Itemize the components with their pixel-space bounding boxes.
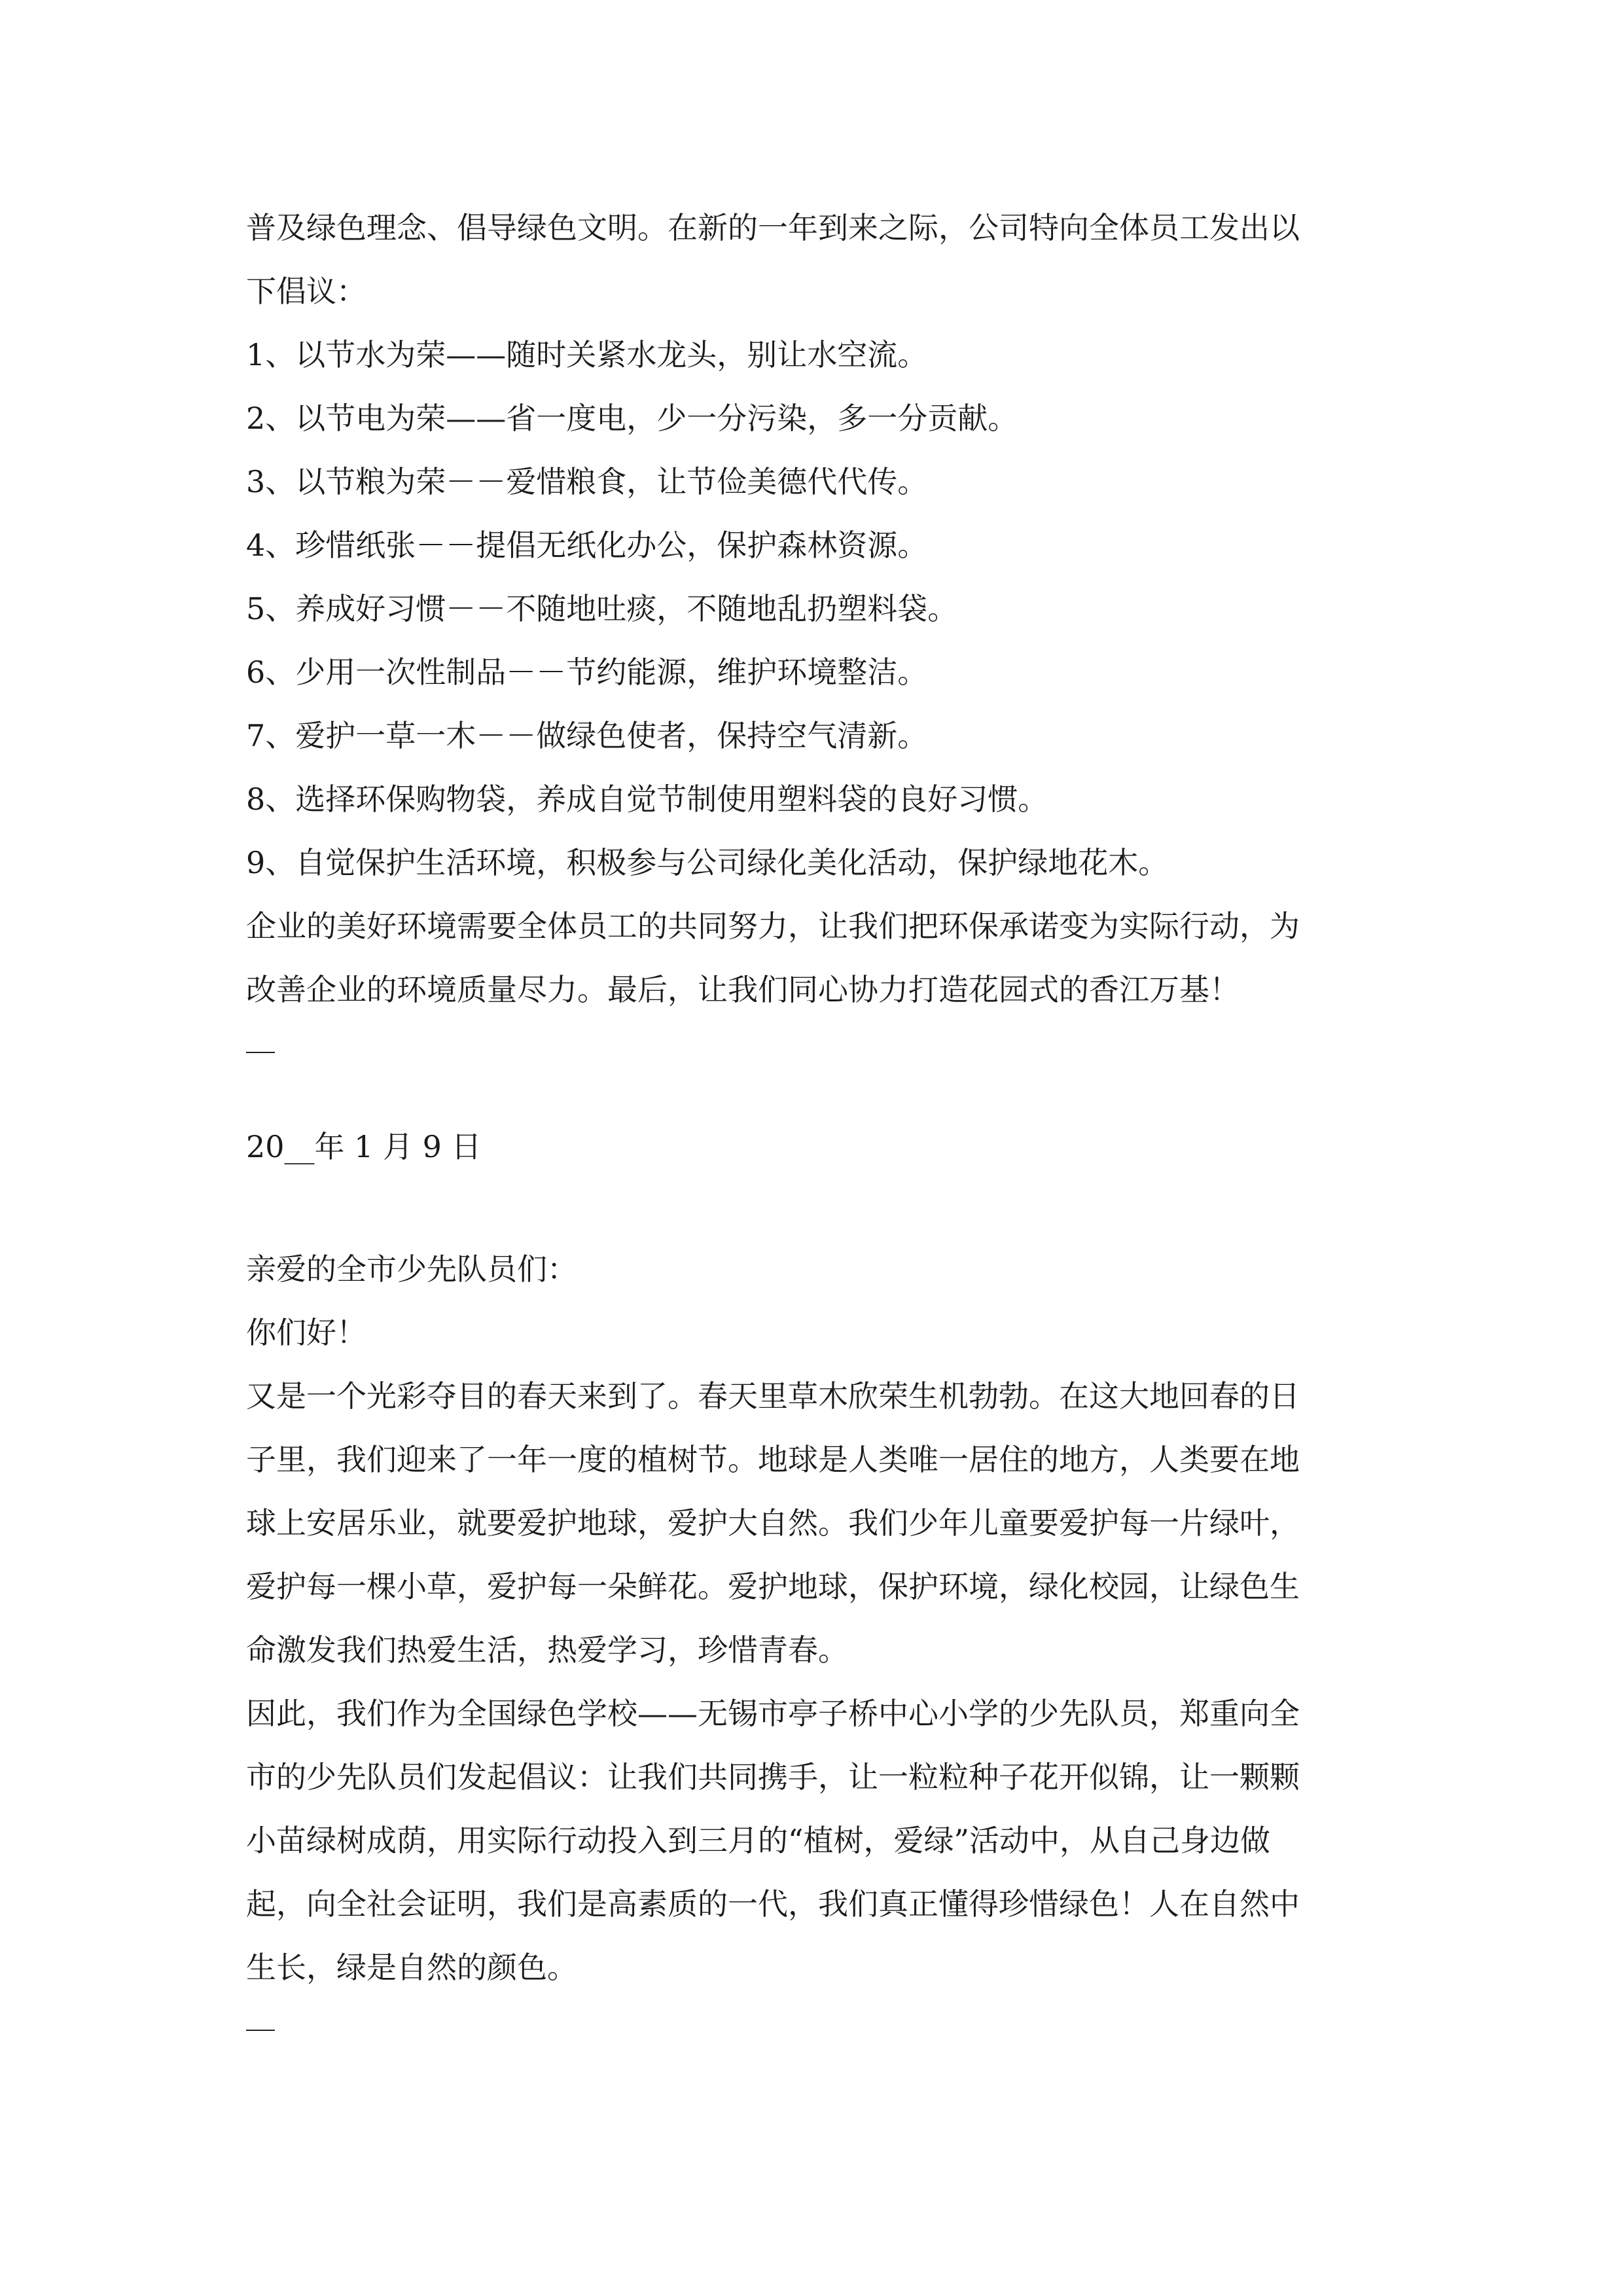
- section-gap: [246, 1179, 1398, 1238]
- text-line: 下倡议：: [246, 274, 366, 309]
- list-item: 3、以节粮为荣－－爱惜粮食，让节俭美德代代传。: [246, 464, 928, 499]
- text-line: 球上安居乐业，就要爱护地球，爱护大自然。我们少年儿童要爱护每一片绿叶，: [246, 1505, 1300, 1541]
- text-line: 普及绿色理念、倡导绿色文明。在新的一年到来之际，公司特向全体员工发出以: [246, 210, 1300, 245]
- salutation: 亲爱的全市少先队员们：: [246, 1251, 577, 1287]
- text-line: 命激发我们热爱生活，热爱学习，珍惜青春。: [246, 1632, 848, 1668]
- list-item: 9、自觉保护生活环境，积极参与公司绿化美化活动，保护绿地花木。: [246, 845, 1169, 880]
- text-line: 市的少先队员们发起倡议：让我们共同携手，让一粒粒种子花开似锦，让一颗颗: [246, 1759, 1300, 1795]
- list-item: 7、爱护一草一木－－做绿色使者，保持空气清新。: [246, 718, 928, 753]
- text-line: 改善企业的环境质量尽力。最后，让我们同心协力打造花园式的香江万基！: [246, 972, 1240, 1007]
- text-line: 因此，我们作为全国绿色学校——无锡市亭子桥中心小学的少先队员，郑重向全: [246, 1696, 1300, 1731]
- text-line: 小苗绿树成荫，用实际行动投入到三月的“植树，爱绿”活动中，从自己身边做: [246, 1823, 1271, 1858]
- text-line: 子里，我们迎来了一年一度的植树节。地球是人类唯一居住的地方，人类要在地: [246, 1442, 1300, 1477]
- proposal-closing: [246, 895, 1398, 1022]
- list-item: 4、珍惜纸张－－提倡无纸化办公，保护森林资源。: [246, 528, 928, 563]
- proposal-intro: [246, 196, 1398, 323]
- separator: [246, 1052, 1398, 1115]
- list-item: 1、以节水为荣——随时关紧水龙头，别让水空流。: [246, 337, 928, 372]
- letter-paragraph-2: [246, 1682, 1398, 2000]
- separator: [246, 2030, 1398, 2093]
- list-item: 8、选择环保购物袋，养成自觉节制使用塑料袋的良好习惯。: [246, 781, 1048, 817]
- proposal-list: [246, 323, 1398, 895]
- text-line: 生长，绿是自然的颜色。: [246, 1950, 577, 1985]
- letter-paragraph-1: [246, 1365, 1398, 1682]
- document-page: [246, 196, 1398, 2093]
- separator-rule: [246, 2030, 275, 2031]
- text-line: 又是一个光彩夺目的春天来到了。春天里草木欣荣生机勃勃。在这大地回春的日: [246, 1378, 1300, 1414]
- list-item: 6、少用一次性制品－－节约能源，维护环境整洁。: [246, 655, 928, 690]
- separator-rule: [246, 1052, 275, 1053]
- date-line: 20__年 1 月 9 日: [246, 1129, 482, 1164]
- text-line: 起，向全社会证明，我们是高素质的一代，我们真正懂得珍惜绿色！人在自然中: [246, 1886, 1300, 1922]
- list-item: 5、养成好习惯－－不随地吐痰，不随地乱扔塑料袋。: [246, 591, 958, 626]
- list-item: 2、以节电为荣——省一度电，少一分污染，多一分贡献。: [246, 401, 1018, 436]
- text-line: 企业的美好环境需要全体员工的共同努力，让我们把环保承诺变为实际行动，为: [246, 908, 1300, 944]
- greeting: 你们好！: [246, 1315, 366, 1350]
- text-line: 爱护每一棵小草，爱护每一朵鲜花。爱护地球，保护环境，绿化校园，让绿色生: [246, 1569, 1300, 1604]
